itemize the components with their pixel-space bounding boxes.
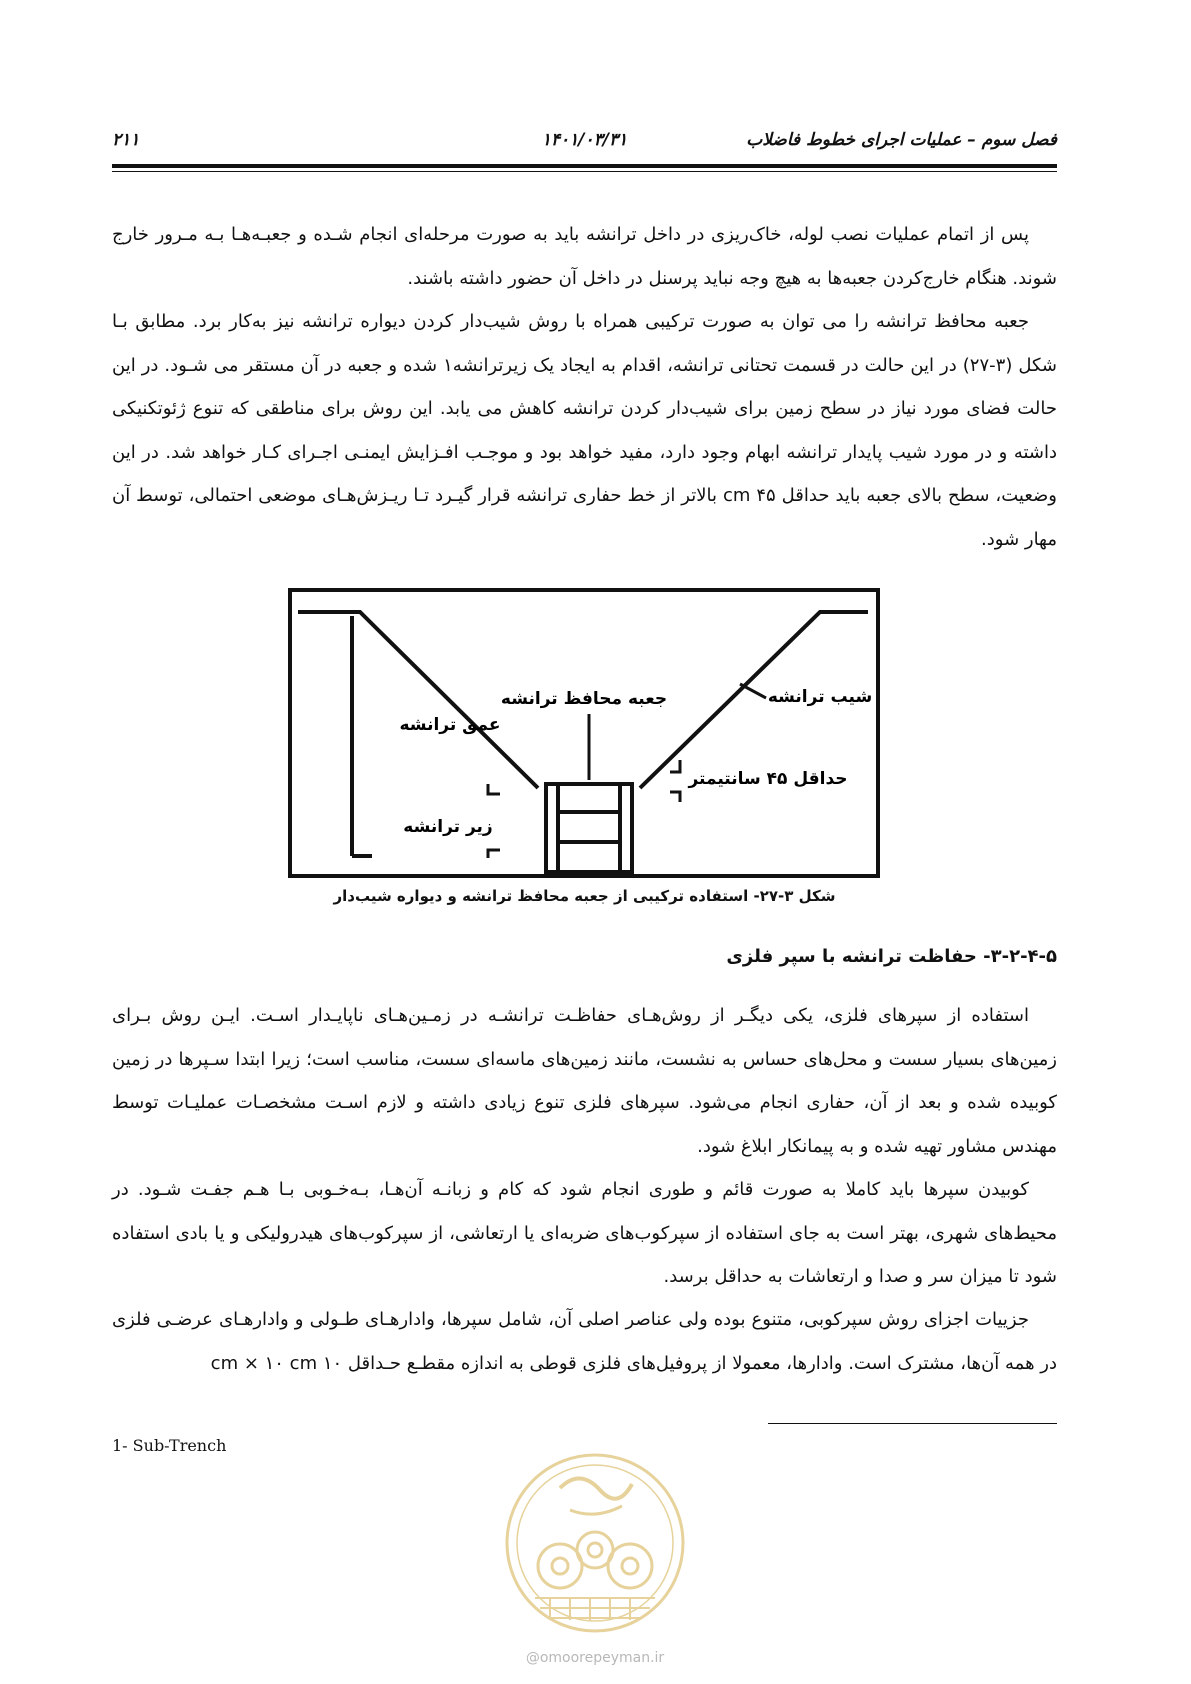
- paragraph-4: کوبیدن سپرها باید کاملا به صورت قائم و طوری انجام شود که کام و زبانـه آن‌هـا، بـه‌خـوبی بـا هـم جفـت شـود. در محیط‌های شهری، بهتر است به جای استفاده از سپرکوب‌های ضربه‌ای یا ارتعاشی، از سپرکوب‌های هیدرولیکی و یا بادی استفاده شود تا میزان سر و صدا و ارتعاشات به حداقل برسد.: [112, 1179, 1057, 1287]
- label-min-45cm: حداقل ۴۵ سانتیمتر: [688, 769, 848, 789]
- label-sub-trench: زیر ترانشه: [403, 817, 493, 837]
- paragraph-5: جزییات اجزای روش سپرکوبی، متنوع بوده ولی عناصر اصلی آن، شامل سپرها، وادارهـای طـولی و وادارهـای عرضـی فلزی در همه آن‌ها، مشترک است. وادارها، معمولا از پروفیل‌های فلزی قوطی به اندازه مقطـع حـداقل ۱۰ cm × ۱۰ cm: [112, 1309, 1057, 1374]
- paragraph-2: جعبه محافظ ترانشه را می توان به صورت ترکیبی همراه با روش شیب‌دار کردن دیواره ترانشه نیز به‌کار برد. مطابق بـا شکل (۳-۲۷) در این حالت در قسمت تحتانی ترانشه، اقدام به ایجاد یک زیرترانشه۱ شده و جعبه در آن مستقر می شـود. در این حالت فضای مورد نیاز در سطح زمین برای شیب‌دار کردن ترانشه کاهش می یابد. این روش برای مناطقی که تنوع ژئوتکنیکی داشته و در مورد شیب پایدار ترانشه ابهام وجود دارد، مفید خواهد بود و موجـب افـزایش ایمنـی اجـرای کـار خواهد شد. در این وضعیت، سطح بالای جعبه باید حداقل ۴۵ cm بالاتر از خط حفاری ترانشه قرار گیـرد تـا ریـزش‌هـای موضعی احتمالی، توسط آن مهار شود.: [112, 311, 1057, 550]
- trench-figure: [288, 588, 880, 880]
- label-trench-slope: شیب ترانشه: [767, 687, 873, 707]
- watermark-logo: [500, 1448, 690, 1638]
- header-rule-thick: [112, 164, 1057, 168]
- page-number: ۲۱۱: [112, 130, 140, 150]
- figure-caption: شکل ۳-۲۷- استفاده ترکیبی از جعبه محافظ ترانشه و دیواره شیب‌دار: [333, 887, 836, 905]
- chapter-title: فصل سوم – عملیات اجرای خطوط فاضلاب: [746, 130, 1057, 150]
- section-heading: ۳-۲-۴-۵- حفاظت ترانشه با سپر فلزی: [726, 946, 1057, 967]
- paragraph-3: استفاده از سپرهای فلزی، یکی دیگـر از روش‌هـای حفاظـت ترانشـه در زمـین‌هـای ناپایـدار اسـت. ایـن روش بـرای زمین‌های بسیار سست و محل‌های حساس به نشست، مانند زمین‌های ماسه‌ای سست، مناسب است؛ زیرا ابتدا سـپرها در زمین کوبیده شده و بعد از آن، حفاری انجام می‌شود. سپرهای فلزی تنوع زیادی داشته و لازم اسـت مشخصـات عملیـات توسط مهندس مشاور تهیه شده و به پیمانکار ابلاغ شود.: [112, 1005, 1057, 1157]
- page-header: [112, 128, 1057, 158]
- label-trench-box: جعبه محافظ ترانشه: [500, 689, 668, 709]
- watermark-text: @omoorepeyman.ir: [525, 1650, 665, 1666]
- footnote-rule: [768, 1423, 1057, 1424]
- header-date: ۱۴۰۱/۰۳/۳۱: [541, 130, 628, 150]
- footnote: 1- Sub-Trench: [112, 1436, 227, 1455]
- header-rule-thin: [112, 171, 1057, 172]
- label-trench-depth: عمق ترانشه: [399, 715, 501, 735]
- paragraph-1: پس از اتمام عملیات نصب لوله، خاک‌ریزی در داخل ترانشه باید به صورت مرحله‌ای انجام شـده و جعبـه‌هـا بـه مـرور خارج شوند. هنگام خارج‌کردن جعبه‌ها به هیچ وجه نباید پرسنل در داخل آن حضور داشته باشند.: [112, 224, 1057, 289]
